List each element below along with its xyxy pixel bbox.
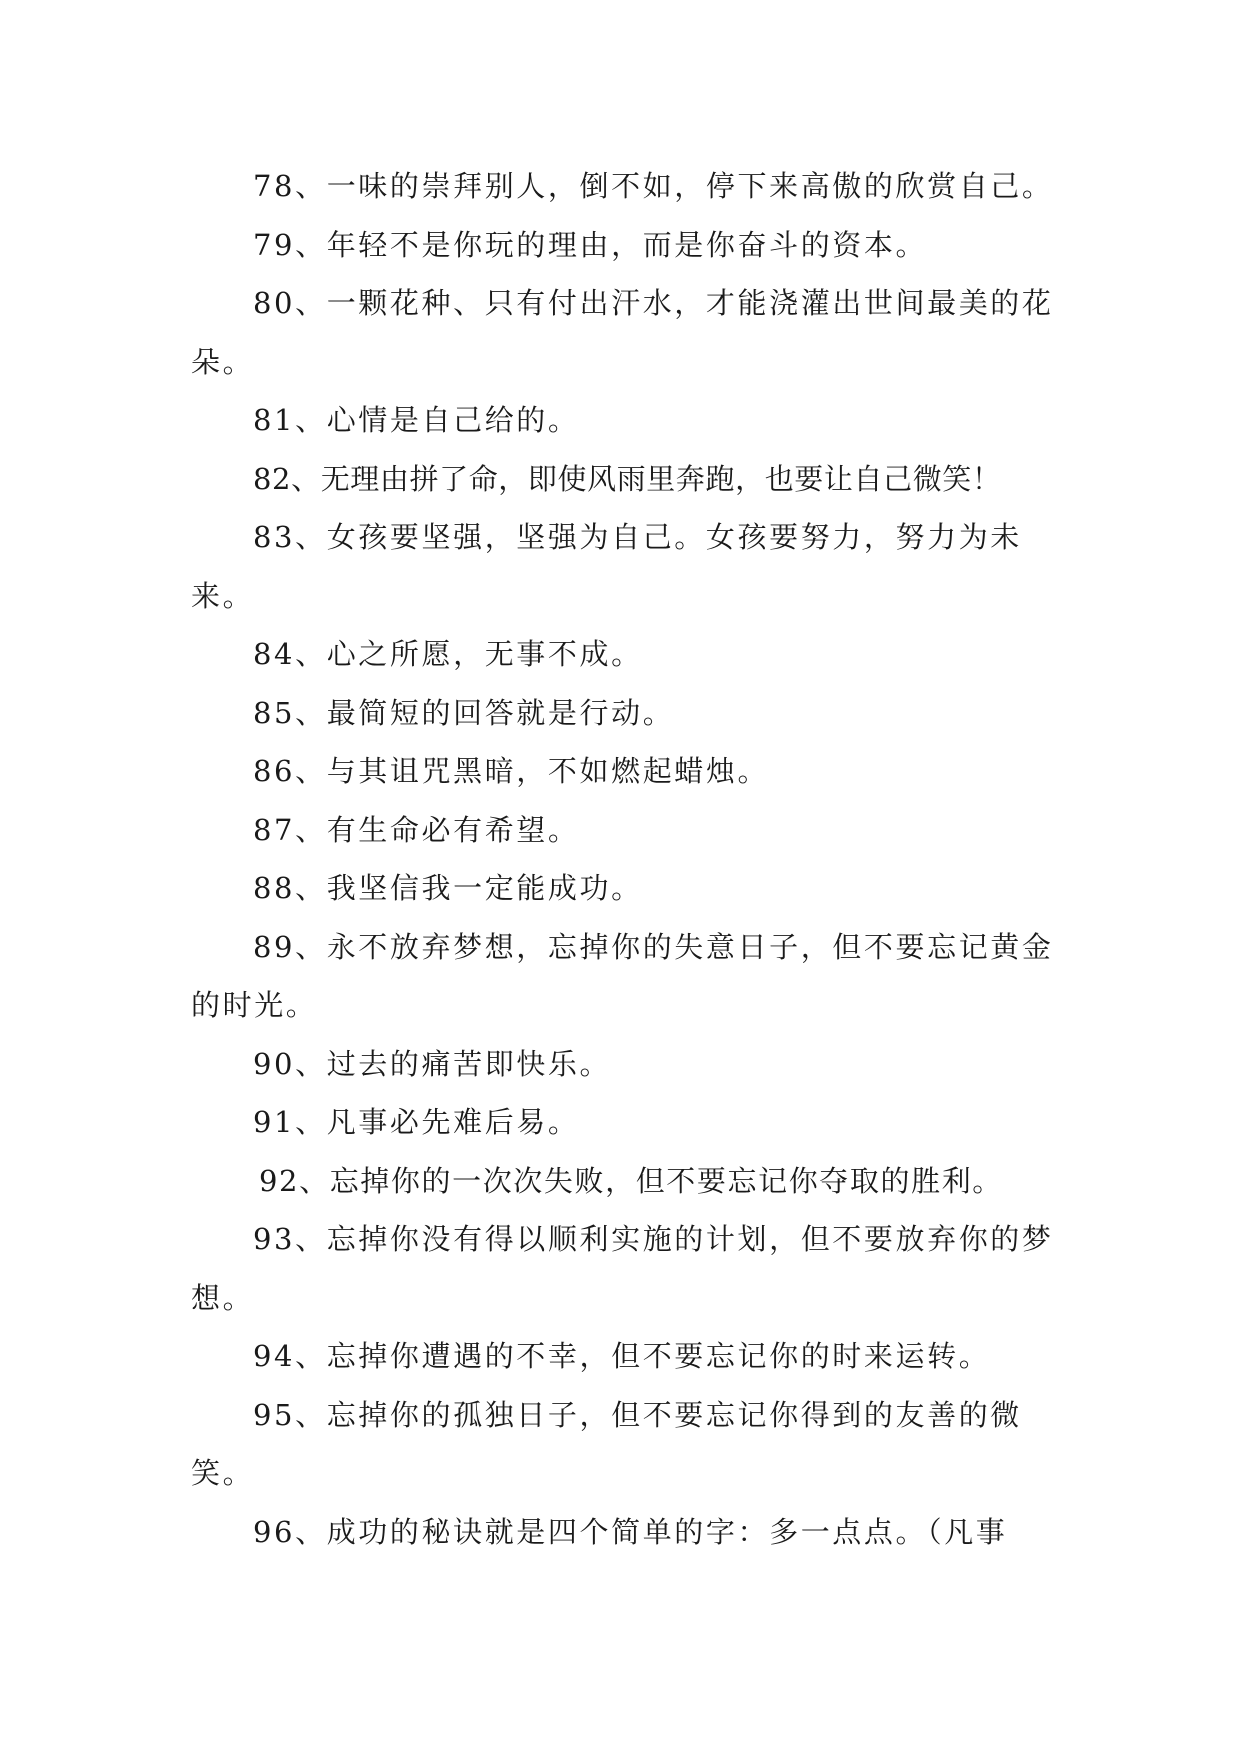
- quote-81: 81、心情是自己给的。: [253, 403, 580, 437]
- quote-95: 95、忘掉你的孤独日子，但不要忘记你得到的友善的微笑。: [191, 1397, 1022, 1490]
- quote-93: 93、忘掉你没有得以顺利实施的计划，但不要放弃你的梦想。: [191, 1222, 1054, 1315]
- quote-84: 84、心之所愿，无事不成。: [253, 637, 643, 671]
- quote-88: 88、我坚信我一定能成功。: [253, 871, 643, 905]
- quote-89: 89、永不放弃梦想，忘掉你的失意日子，但不要忘记黄金的时光。: [191, 929, 1054, 1022]
- quote-79: 79、年轻不是你玩的理由，而是你奋斗的资本。: [253, 227, 928, 262]
- quote-80: 80、一颗花种、只有付出汗水，才能浇灌出世间最美的花朵。: [191, 286, 1054, 379]
- quote-90: 90、过去的痛苦即快乐。: [253, 1046, 612, 1081]
- quote-87: 87、有生命必有希望。: [253, 812, 580, 847]
- quote-94: 94、忘掉你遭遇的不幸，但不要忘记你的时来运转。: [253, 1339, 991, 1373]
- document-body: [191, 157, 1061, 1561]
- quote-78: 78、一味的崇拜别人，倒不如，停下来高傲的欣赏自己。: [253, 169, 1054, 203]
- quote-96: 96、成功的秘诀就是四个简单的字：多一点点。（凡事: [253, 1514, 1008, 1549]
- quote-91: 91、凡事必先难后易。: [253, 1105, 580, 1139]
- quote-86: 86、与其诅咒黑暗，不如燃起蜡烛。: [253, 754, 770, 788]
- quote-92: 92、忘掉你的一次次失败，但不要忘记你夺取的胜利。: [259, 1163, 1003, 1198]
- quote-82: 82、无理由拼了命，即使风雨里奔跑，也要让自己微笑！: [253, 461, 1002, 496]
- quote-83: 83、女孩要坚强，坚强为自己。女孩要努力，努力为未来。: [191, 520, 1022, 613]
- quote-85: 85、最简短的回答就是行动。: [253, 695, 675, 730]
